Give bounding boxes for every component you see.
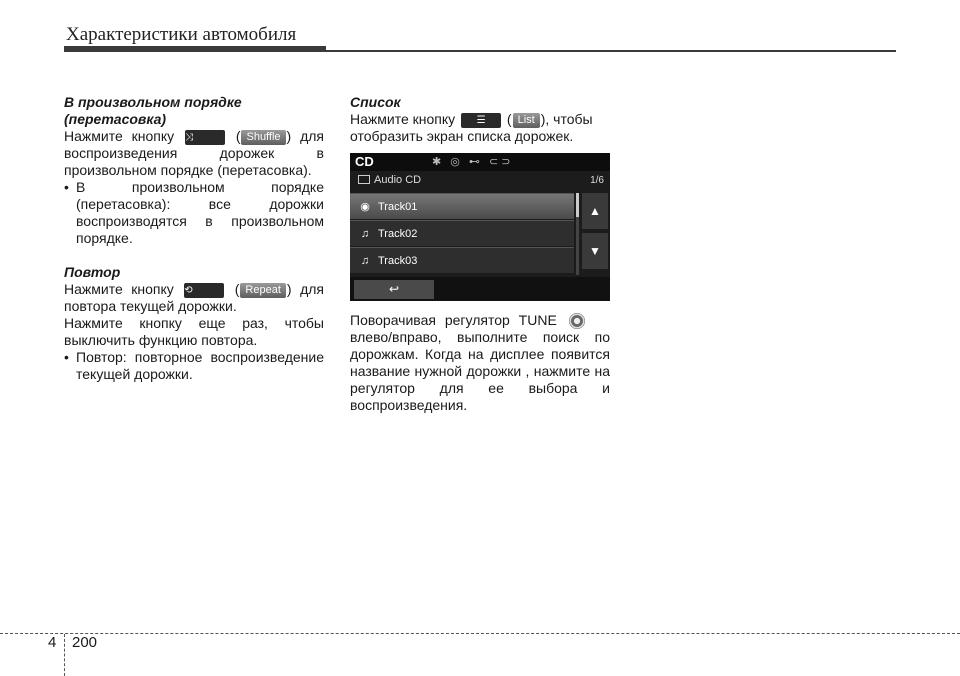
- track-item[interactable]: ◉ Track01: [350, 193, 574, 219]
- scrollbar-thumb[interactable]: [576, 193, 579, 217]
- shuffle-line-2: воспроизведения дорожек в: [64, 145, 324, 161]
- repeat-line-2: повтора текущей дорожки.: [64, 298, 237, 314]
- shuffle-line-1: Нажмите кнопку ⤨ ( Shuffle ) для: [64, 128, 324, 144]
- cd-screen: [350, 153, 610, 301]
- page-number: 200: [72, 634, 98, 651]
- screen-page: 1/6: [590, 175, 604, 186]
- header-rule: [64, 50, 896, 52]
- repeat-icon: ⟲: [184, 283, 224, 298]
- repeat-title: Повтор: [64, 264, 121, 280]
- footer-divider: [64, 634, 65, 676]
- tune-section: [350, 312, 610, 414]
- repeat-line-4: выключить функцию повтора.: [64, 332, 258, 348]
- chapter-number: 4: [48, 634, 57, 651]
- list-line-2: отобразить экран списка дорожек.: [350, 128, 574, 144]
- shuffle-bullet: • В произвольном порядке (перетасовка): все дорожки воспроизводятся в произвольном порядке.: [64, 179, 324, 246]
- music-note-icon: ♫: [360, 255, 370, 267]
- track-item[interactable]: ♫ Track02: [350, 220, 574, 246]
- list-line-1: Нажмите кнопку ☰ ( List ), чтобы: [350, 111, 593, 127]
- shuffle-button: Shuffle: [241, 130, 285, 145]
- repeat-line-3: Нажмите кнопку еще раз, чтобы: [64, 315, 324, 331]
- repeat-line-1: Нажмите кнопку ⟲ ( Repeat ) для: [64, 281, 324, 297]
- scrollbar[interactable]: [576, 193, 579, 275]
- page-title: Характеристики автомобиля: [66, 24, 297, 45]
- tune-line-1: Поворачивая регулятор TUNE: [350, 312, 610, 329]
- shuffle-icon: ⤨: [185, 130, 225, 145]
- scroll-down-button[interactable]: ▼: [582, 233, 608, 269]
- right-column: [350, 94, 610, 145]
- footer-rule: [0, 633, 960, 634]
- music-note-icon: ♫: [360, 228, 370, 240]
- back-button[interactable]: ↩: [354, 280, 434, 299]
- left-column: [64, 94, 324, 383]
- tune-text: влево/вправо, выполните поиск по дорожкам. Когда на дисплее появится название нужной дорожки , нажмите на регулятор для ее выбора и воспроизведения.: [350, 329, 610, 414]
- shuffle-title: В произвольном порядке (перетасовка): [64, 94, 242, 127]
- repeat-bullet: • Повтор: повторное воспроизведение текущей дорожки.: [64, 349, 324, 382]
- track-item[interactable]: ♫ Track03: [350, 247, 574, 273]
- bluetooth-icon: ✱ ◎ ⊷ ⊂⊃: [432, 156, 514, 168]
- list-icon: ☰: [461, 113, 501, 128]
- play-icon: ◉: [360, 201, 370, 213]
- list-title: Список: [350, 94, 401, 110]
- list-button: List: [513, 113, 540, 128]
- repeat-button: Repeat: [240, 283, 285, 298]
- screen-source: CD: [355, 154, 374, 169]
- tune-knob-icon: [569, 313, 585, 329]
- screen-folder: Audio CD: [358, 174, 421, 186]
- folder-icon: [358, 175, 370, 184]
- shuffle-line-3: произвольном порядке (перетасовка).: [64, 162, 312, 178]
- scroll-up-button[interactable]: ▲: [582, 193, 608, 229]
